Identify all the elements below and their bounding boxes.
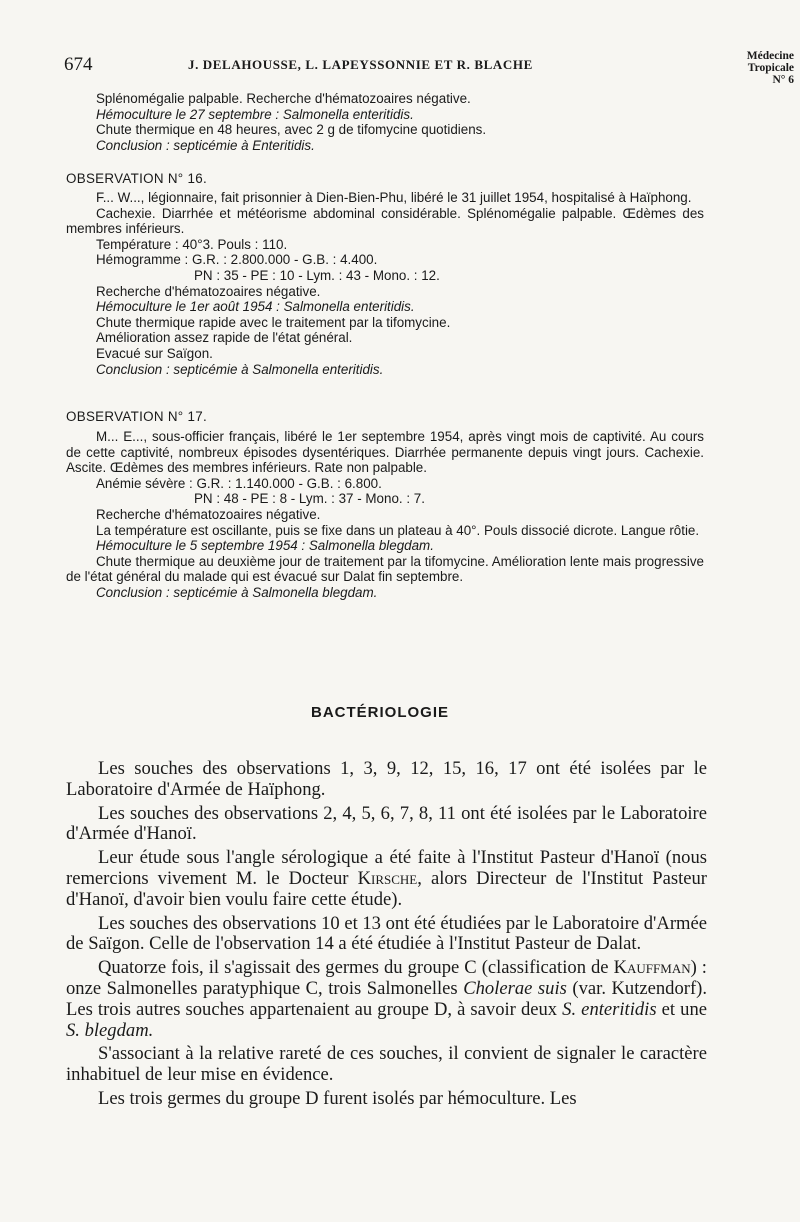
paragraph: Les souches des observations 1, 3, 9, 12, 15, 16, 17 ont été isolées par le Laboratoire d'Armée de Haïphong. — [66, 758, 707, 800]
section-heading: BACTÉRIOLOGIE — [310, 704, 449, 721]
text-line: Evacué sur Saïgon. — [96, 345, 213, 361]
species-name: S. blegdam. — [66, 1019, 154, 1041]
running-header — [64, 50, 794, 90]
text-line: Splénomégalie palpable. Recherche d'hématozoaires négative. — [96, 91, 471, 106]
observation-16-body — [66, 190, 704, 377]
text-line: Anémie sévère : G.R. : 1.140.000 - G.B. : 6.800. — [96, 475, 382, 491]
running-authors: J. DELAHOUSSE, L. LAPEYSSONNIE ET R. BLACHE — [188, 57, 533, 72]
text-line: PN : 48 - PE : 8 - Lym. : 37 - Mono. : 7. — [194, 491, 425, 507]
paragraph — [66, 958, 707, 1041]
text-line: Température : 40°3. Pouls : 110. — [96, 236, 288, 252]
paragraph: La température est oscillante, puis se fixe dans un plateau à 40°. Pouls dissocié dicrote. Langue rôtie. — [96, 522, 700, 538]
text-line: Hémoculture le 27 septembre : Salmonella enteritidis. — [96, 106, 414, 122]
text-run: et une — [661, 998, 708, 1020]
paragraph: Chute thermique au deuxième jour de traitement par la tifomycine. Amélioration lente mais progressive de l'état général du malade qui est évacué sur Dalat fin septembre. — [66, 553, 704, 585]
page-number: 674 — [64, 54, 93, 75]
paragraph: Les souches des observations 2, 4, 5, 6, 7, 8, 11 ont été isolées par le Laboratoire d'Armée d'Hanoï. — [66, 802, 707, 845]
text-run: Quatorze fois, il s'agissait des germes du groupe C (classification de — [98, 957, 609, 979]
text-run: , alors Directeur de l'Institut Pasteur d'Hanoï, d'avoir bien voulu faire cette étude). — [66, 867, 707, 910]
text-line: Hémoculture le 1er août 1954 : Salmonella enteritidis. — [96, 299, 415, 315]
paragraph: Les trois germes du groupe D furent isolés par hémoculture. Les — [98, 1087, 577, 1109]
conclusion-line: Conclusion : septicémie à Enteritidis. — [96, 137, 315, 153]
text-run: (var. Kutzendorf). Les trois autres souches appartenaient au groupe D, à savoir deux — [66, 977, 707, 1020]
paragraph: F... W..., légionnaire, fait prisonnier à Dien-Bien-Phu, libéré le 31 juillet 1954, hospitalisé à Haïphong. — [96, 190, 692, 205]
paragraph — [66, 848, 707, 910]
observation-16-title: OBSERVATION N° 16. — [66, 171, 207, 186]
text-run: Leur étude sous l'angle sérologique a été faite à l'Institut Pasteur d'Hanoï (nous remercions vivement M. le Docteur — [66, 847, 707, 889]
paragraph: M... E..., sous-officier français, libéré le 1er septembre 1954, après vingt mois de captivité. Au cours de cette captivité, nombreux épisodes dysentériques. Diarrhée permanente depuis vingt jours. Cachexie. Ascite. Œdèmes des membres inférieurs. Rate non palpable. — [66, 429, 704, 476]
observation-17-title: OBSERVATION N° 17. — [66, 409, 207, 424]
journal-label — [724, 50, 794, 86]
journal-line: Médecine — [746, 50, 794, 62]
text-line: Recherche d'hématozoaires négative. — [96, 506, 321, 522]
paragraph: S'associant à la relative rareté de ces souches, il convient de signaler le caractère inhabituel de leur mise en évidence. — [66, 1043, 707, 1086]
text-run: ) : onze Salmonelles paratyphique C, trois Salmonelles — [66, 957, 707, 999]
journal-line: Tropicale — [747, 62, 794, 74]
paragraph: Les souches des observations 10 et 13 ont été étudiées par le Laboratoire d'Armée de Saïgon. Celle de l'observation 14 a été étudiée à l'Institut Pasteur de Dalat. — [66, 912, 707, 955]
conclusion-line: Conclusion : septicémie à Salmonella enteritidis. — [96, 361, 384, 377]
journal-issue: N° 6 — [772, 74, 794, 86]
text-line: Hémoculture le 5 septembre 1954 : Salmonella blegdam. — [96, 538, 434, 554]
person-name: Kauffman — [613, 957, 691, 979]
conclusion-line: Conclusion : septicémie à Salmonella blegdam. — [96, 584, 378, 600]
species-name: S. enteritidis — [562, 998, 657, 1020]
text-line: Amélioration assez rapide de l'état général. — [96, 330, 353, 346]
text-line: Chute thermique rapide avec le traitement par la tifomycine. — [96, 314, 451, 330]
text-line: PN : 35 - PE : 10 - Lym. : 43 - Mono. : 12. — [194, 267, 440, 283]
text-line: Chute thermique en 48 heures, avec 2 g de tifomycine quotidiens. — [96, 122, 487, 138]
text-line: Recherche d'hématozoaires négative. — [96, 283, 321, 299]
species-name: Cholerae suis — [463, 977, 567, 999]
paragraph: Cachexie. Diarrhée et météorisme abdominal considérable. Splénomégalie palpable. Œdèmes des membres inférieurs. — [66, 205, 704, 237]
text-line: Hémogramme : G.R. : 2.800.000 - G.B. : 4.400. — [96, 252, 378, 268]
person-name: Kirsche — [357, 867, 418, 889]
previous-observation-end — [96, 91, 704, 153]
observation-17-body — [66, 429, 704, 601]
bacteriology-text — [66, 759, 707, 1113]
